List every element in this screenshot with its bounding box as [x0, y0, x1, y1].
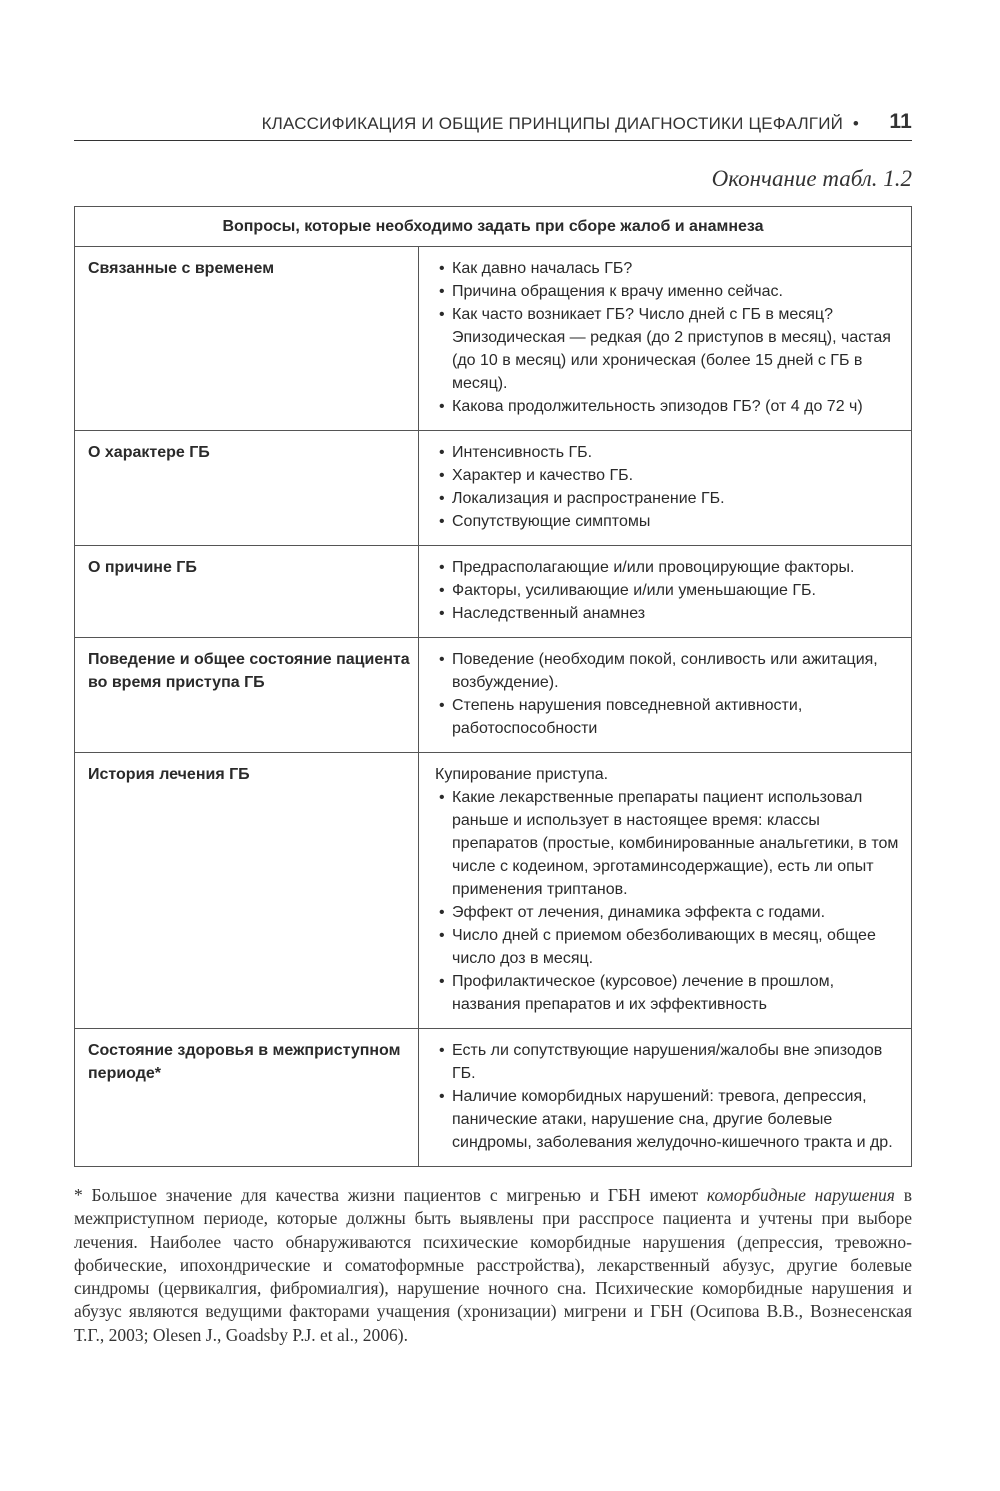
bullet-item: • Эффект от лечения, динамика эффекта с годами. [435, 901, 901, 924]
page-number: 11 [889, 110, 912, 133]
bullet-item: • Предрасполагающие и/или провоцирующие факторы. [435, 556, 901, 579]
bullet-item: • Интенсивность ГБ. [435, 441, 901, 464]
row-category: О характере ГБ [75, 431, 419, 546]
bullet-item: • Как давно началась ГБ? [435, 257, 901, 280]
table-caption: Окончание табл. 1.2 [711, 166, 912, 191]
footnote-emphasis: коморбидные нарушения [706, 1185, 895, 1205]
bullet-item: • Причина обращения к врачу именно сейчас. [435, 280, 901, 303]
bullet-item: • Степень нарушения повседневной активности, работоспособности [435, 694, 901, 740]
bullet-item: • Как часто возникает ГБ? Число дней с ГБ в месяц? Эпизодическая — редкая (до 2 приступов в месяц), частая (до 10 в месяц) или хроническая (более 15 дней с ГБ в месяц). [435, 303, 901, 395]
header-separator: • [852, 114, 860, 133]
bullet-item: • Наследственный анамнез [435, 602, 901, 625]
bullet-list [435, 556, 901, 625]
bullet-item: • Число дней с приемом обезболивающих в месяц, общее число доз в месяц. [435, 924, 901, 970]
row-category: Связанные с временем [75, 247, 419, 431]
table-row [75, 546, 912, 638]
running-head [74, 106, 912, 141]
running-title [262, 114, 864, 134]
row-details [419, 1029, 912, 1167]
bullet-item: • Какова продолжительность эпизодов ГБ? (от 4 до 72 ч) [435, 395, 901, 418]
bullet-item: • Профилактическое (курсовое) лечение в прошлом, названия препаратов и их эффективность [435, 970, 901, 1016]
row-details [419, 546, 912, 638]
bullet-list [435, 786, 901, 1016]
row-lead-text: Купирование приступа. [435, 766, 609, 783]
bullet-item: • Локализация и распространение ГБ. [435, 487, 901, 510]
row-details [419, 753, 912, 1029]
row-category: Состояние здоровья в межприступном периоде* [75, 1029, 419, 1167]
footnote-text-2: в межприступном периоде, которые должны быть выявлены при расспросе пациента и учтены при выборе лечения. Наиболее часто обнаруживаются психические коморбидные нарушения (депрессия, тревожно-фобические, ипохондрические и соматоформные расстройства), лекарственный абузус, другие болевые синдромы (цервикалгия, фибромиалгия), нарушение ночного сна. Психические коморбидные нарушения и абузус являются ведущими факторами учащения (хронизации) мигрени и ГБН (Осипова В.В., Вознесенская Т.Г., 2003; Olesen J., Goadsby P.J. et al., 2006). [74, 1185, 912, 1345]
row-details [419, 638, 912, 753]
bullet-item: • Факторы, усиливающие и/или уменьшающие ГБ. [435, 579, 901, 602]
table-header: Вопросы, которые необходимо задать при сборе жалоб и анамнеза [75, 207, 912, 247]
bullet-item: • Какие лекарственные препараты пациент использовал раньше и использует в настоящее время: классы препаратов (простые, комбинированные анальгетики, в том числе с кодеином, эрготаминсодержащие), есть ли опыт применения триптанов. [435, 786, 901, 901]
footnote-paragraph [74, 1184, 912, 1347]
row-category: О причине ГБ [75, 546, 419, 638]
bullet-item: • Есть ли сопутствующие нарушения/жалобы вне эпизодов ГБ. [435, 1039, 901, 1085]
bullet-item: • Поведение (необходим покой, сонливость или ажитация, возбуждение). [435, 648, 901, 694]
bullet-list [435, 1039, 901, 1154]
footnote [74, 1184, 912, 1347]
bullet-list [435, 648, 901, 740]
bullet-item: • Сопутствующие симптомы [435, 510, 901, 533]
row-details [419, 431, 912, 546]
bullet-item: • Характер и качество ГБ. [435, 464, 901, 487]
bullet-list [435, 257, 901, 418]
table-row [75, 753, 912, 1029]
row-category: История лечения ГБ [75, 753, 419, 1029]
footnote-text-1: * Большое значение для качества жизни пациентов с мигренью и ГБН имеют [74, 1185, 707, 1205]
table-row [75, 638, 912, 753]
running-title-text: КЛАССИФИКАЦИЯ И ОБЩИЕ ПРИНЦИПЫ ДИАГНОСТИКИ ЦЕФАЛГИЙ [261, 114, 844, 133]
questions-table [74, 206, 912, 1167]
bullet-item: • Наличие коморбидных нарушений: тревога, депрессия, панические атаки, нарушение сна, другие болевые синдромы, заболевания желудочно-кишечного тракта и др. [435, 1085, 901, 1154]
table-row [75, 247, 912, 431]
row-details [419, 247, 912, 431]
table-row [75, 1029, 912, 1167]
bullet-list [435, 441, 901, 533]
table-body [75, 247, 912, 1167]
row-category: Поведение и общее состояние пациента во время приступа ГБ [75, 638, 419, 753]
table-row [75, 431, 912, 546]
